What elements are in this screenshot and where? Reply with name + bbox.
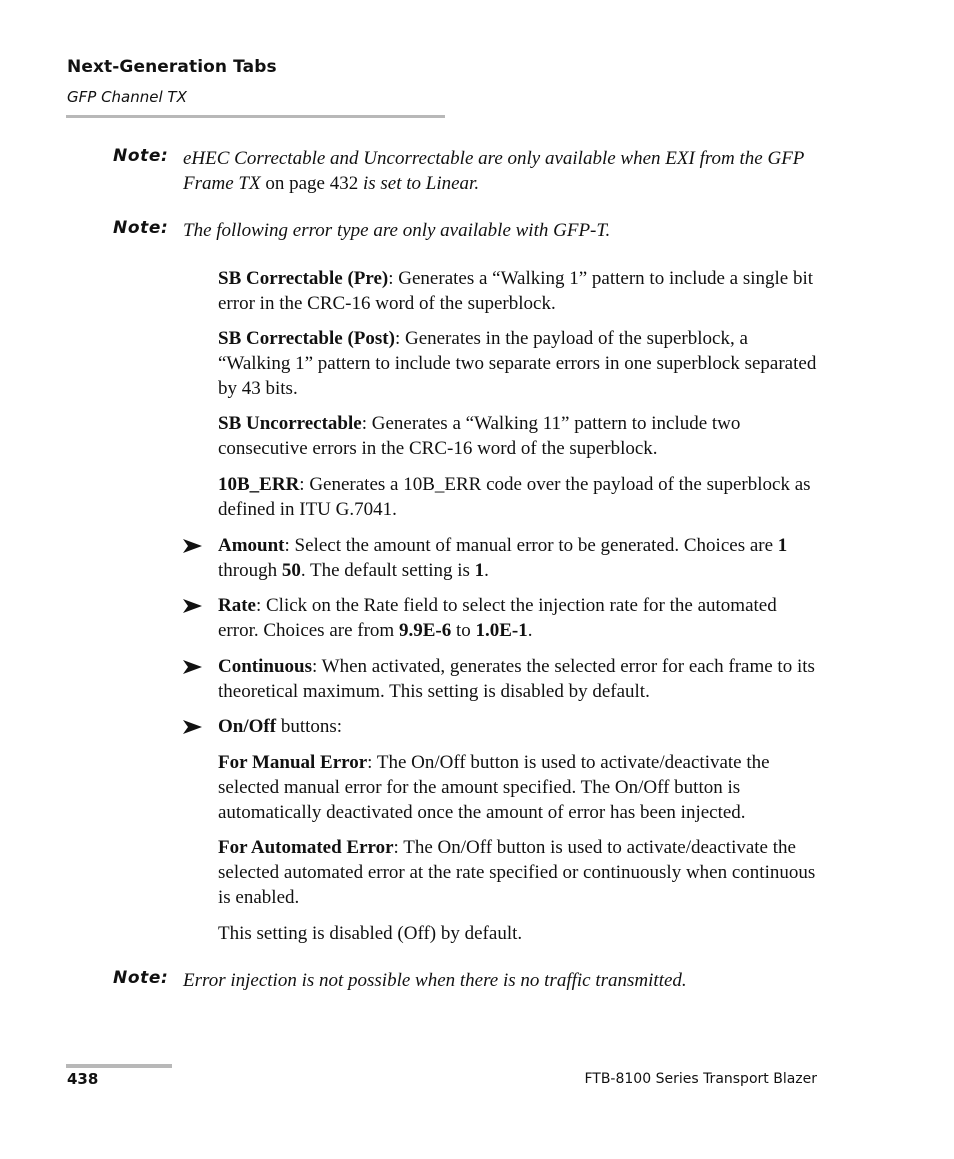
bullet-rate: Rate: Click on the Rate field to select the injection rate for the automated error. Choices are from 9.9E-6 to 1.0E-1. — [218, 595, 777, 641]
arrow-bullet-icon — [183, 714, 202, 734]
bullet-amount: Amount: Select the amount of manual error to be generated. Choices are 1 through 50. The default setting is 1. — [218, 535, 788, 581]
definition-sb-correctable-pre: SB Correctable (Pre): Generates a “Walking 1” pattern to include a single bit error in the CRC-16 word of the superblock. — [218, 268, 814, 314]
note-text: Error injection is not possible when there is no traffic transmitted. — [183, 970, 687, 991]
definition-sb-uncorrectable: SB Uncorrectable: Generates a “Walking 11” pattern to include two consecutive errors in the CRC-16 word of the superblock. — [218, 413, 741, 459]
arrow-bullet-icon — [183, 654, 202, 674]
page-reference-link[interactable]: on page 432 — [265, 173, 359, 194]
definition-sb-correctable-post: SB Correctable (Post): Generates in the payload of the superblock, a “Walking 1” pattern to include two separate errors in one superblock separated by 43 bits. — [218, 328, 817, 399]
section-title: Next-Generation Tabs — [67, 57, 277, 77]
page-number: 438 — [67, 1070, 99, 1088]
note-text: The following error type are only available with GFP-T. — [183, 220, 611, 241]
definition-10b-err: 10B_ERR: Generates a 10B_ERR code over the payload of the superblock as defined in ITU G.7041. — [218, 474, 811, 520]
header-divider — [66, 115, 445, 118]
document-title: FTB-8100 Series Transport Blazer — [584, 1071, 817, 1087]
note-label: Note: — [113, 146, 169, 166]
onoff-default: This setting is disabled (Off) by default. — [218, 923, 523, 944]
note-text: eHEC Correctable and Uncorrectable are only available when EXI from the GFP Frame TX on page 432 is set to Linear. — [183, 148, 805, 194]
note-label: Note: — [113, 968, 169, 988]
footer-divider — [66, 1064, 172, 1068]
section-subtitle: GFP Channel TX — [67, 88, 187, 106]
bullet-onoff: On/Off buttons: — [218, 716, 343, 737]
onoff-automated-error: For Automated Error: The On/Off button is used to activate/deactivate the selected automated error at the rate specified or continuously when continuous is enabled. — [218, 837, 816, 908]
arrow-bullet-icon — [183, 593, 202, 613]
note-label: Note: — [113, 218, 169, 238]
onoff-manual-error: For Manual Error: The On/Off button is used to activate/deactivate the selected manual error for the amount specified. The On/Off button is automatically deactivated once the amount of error has been injected. — [218, 752, 770, 823]
arrow-bullet-icon — [183, 533, 202, 553]
bullet-continuous: Continuous: When activated, generates the selected error for each frame to its theoretical maximum. This setting is disabled by default. — [218, 656, 815, 702]
